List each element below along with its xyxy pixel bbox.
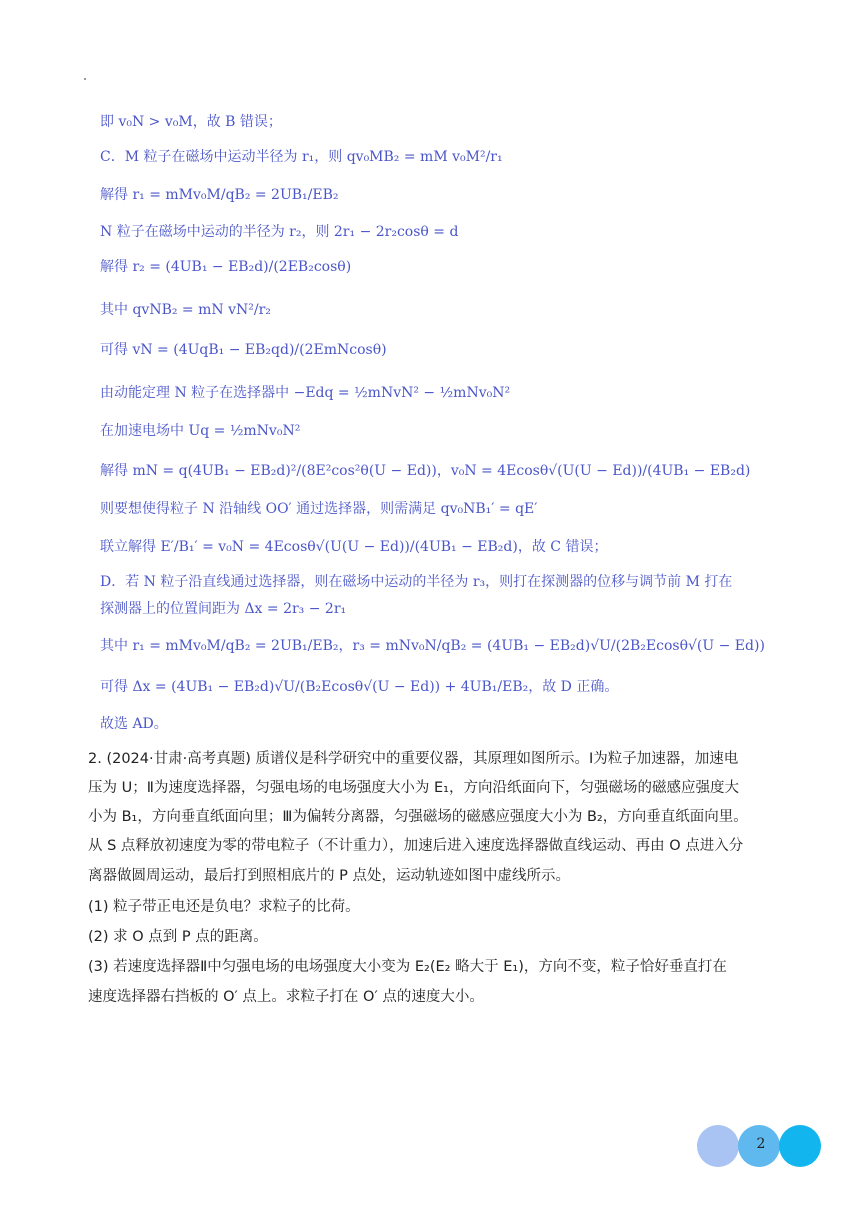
solution-line: 由动能定理 N 粒子在选择器中 −Edq = ½mNvN² − ½mNv₀N²	[100, 385, 511, 401]
solution-line: D．若 N 粒子沿直线通过选择器，则在磁场中运动的半径为 r₃，则打在探测器的位移与调节前 M 打在	[100, 574, 733, 590]
solution-line: N 粒子在磁场中运动的半径为 r₂，则 2r₁ − 2r₂cosθ = d	[100, 224, 459, 240]
sub-question: 速度选择器右挡板的 O′ 点上。求粒子打在 O′ 点的速度大小。	[88, 989, 484, 1005]
solution-line: 其中 r₁ = mMv₀M/qB₂ = 2UB₁/EB₂，r₃ = mNv₀N/qB₂ = (4UB₁ − EB₂d)√U/(2B₂Ecosθ√(U − Ed))	[100, 638, 765, 654]
sub-question: (3) 若速度选择器Ⅱ中匀强电场的电场强度大小变为 E₂(E₂ 略大于 E₁)，方向不变，粒子恰好垂直打在	[88, 959, 727, 975]
solution-line: 解得 r₂ = (4UB₁ − EB₂d)/(2EB₂cosθ)	[100, 259, 352, 275]
page-mark	[84, 78, 86, 80]
solution-line: 在加速电场中 Uq = ½mNv₀N²	[100, 423, 301, 439]
solution-line: 解得 mN = q(4UB₁ − EB₂d)²/(8E²cos²θ(U − Ed))，v₀N = 4Ecosθ√(U(U − Ed))/(4UB₁ − EB₂d)	[100, 463, 751, 479]
question-text: 离器做圆周运动，最后打到照相底片的 P 点处，运动轨迹如图中虚线所示。	[88, 868, 570, 884]
page-number: 2	[756, 1136, 766, 1152]
solution-line: 则要想使得粒子 N 沿轴线 OO′ 通过选择器，则需满足 qv₀NB₁′ = qE′	[100, 501, 538, 517]
badge-circle-right	[779, 1125, 821, 1167]
sub-question: (2) 求 O 点到 P 点的距离。	[88, 929, 268, 945]
question-text: 小为 B₁，方向垂直纸面向里；Ⅲ为偏转分离器，匀强磁场的磁感应强度大小为 B₂，方向垂直纸面向里。	[88, 809, 748, 825]
badge-circle-left	[697, 1125, 739, 1167]
solution-line: 可得 vN = (4UqB₁ − EB₂qd)/(2EmNcosθ)	[100, 342, 387, 358]
question-text: 压为 U；Ⅱ为速度选择器，匀强电场的电场强度大小为 E₁，方向沿纸面向下，匀强磁场的磁感应强度大	[88, 780, 739, 796]
solution-line: 即 v₀N > v₀M，故 B 错误；	[100, 114, 282, 130]
solution-line: 探测器上的位置间距为 Δx = 2r₃ − 2r₁	[100, 601, 347, 617]
sub-question: (1) 粒子带正电还是负电？求粒子的比荷。	[88, 899, 360, 915]
solution-line: 其中 qvNB₂ = mN vN²/r₂	[100, 302, 271, 318]
question-text: 2. (2024·甘肃·高考真题) 质谱仪是科学研究中的重要仪器，其原理如图所示。Ⅰ为粒子加速器，加速电	[88, 751, 739, 767]
question-text: 从 S 点释放初速度为零的带电粒子（不计重力），加速后进入速度选择器做直线运动、再由 O 点进入分	[88, 838, 744, 854]
solution-line: 解得 r₁ = mMv₀M/qB₂ = 2UB₁/EB₂	[100, 187, 339, 203]
solution-line: 故选 AD。	[100, 716, 168, 732]
solution-line: C．M 粒子在磁场中运动半径为 r₁，则 qv₀MB₂ = mM v₀M²/r₁	[100, 149, 503, 165]
solution-line: 可得 Δx = (4UB₁ − EB₂d)√U/(B₂Ecosθ√(U − Ed)) + 4UB₁/EB₂，故 D 正确。	[100, 679, 619, 695]
solution-line: 联立解得 E′/B₁′ = v₀N = 4Ecosθ√(U(U − Ed))/(4UB₁ − EB₂d)，故 C 错误；	[100, 539, 608, 555]
